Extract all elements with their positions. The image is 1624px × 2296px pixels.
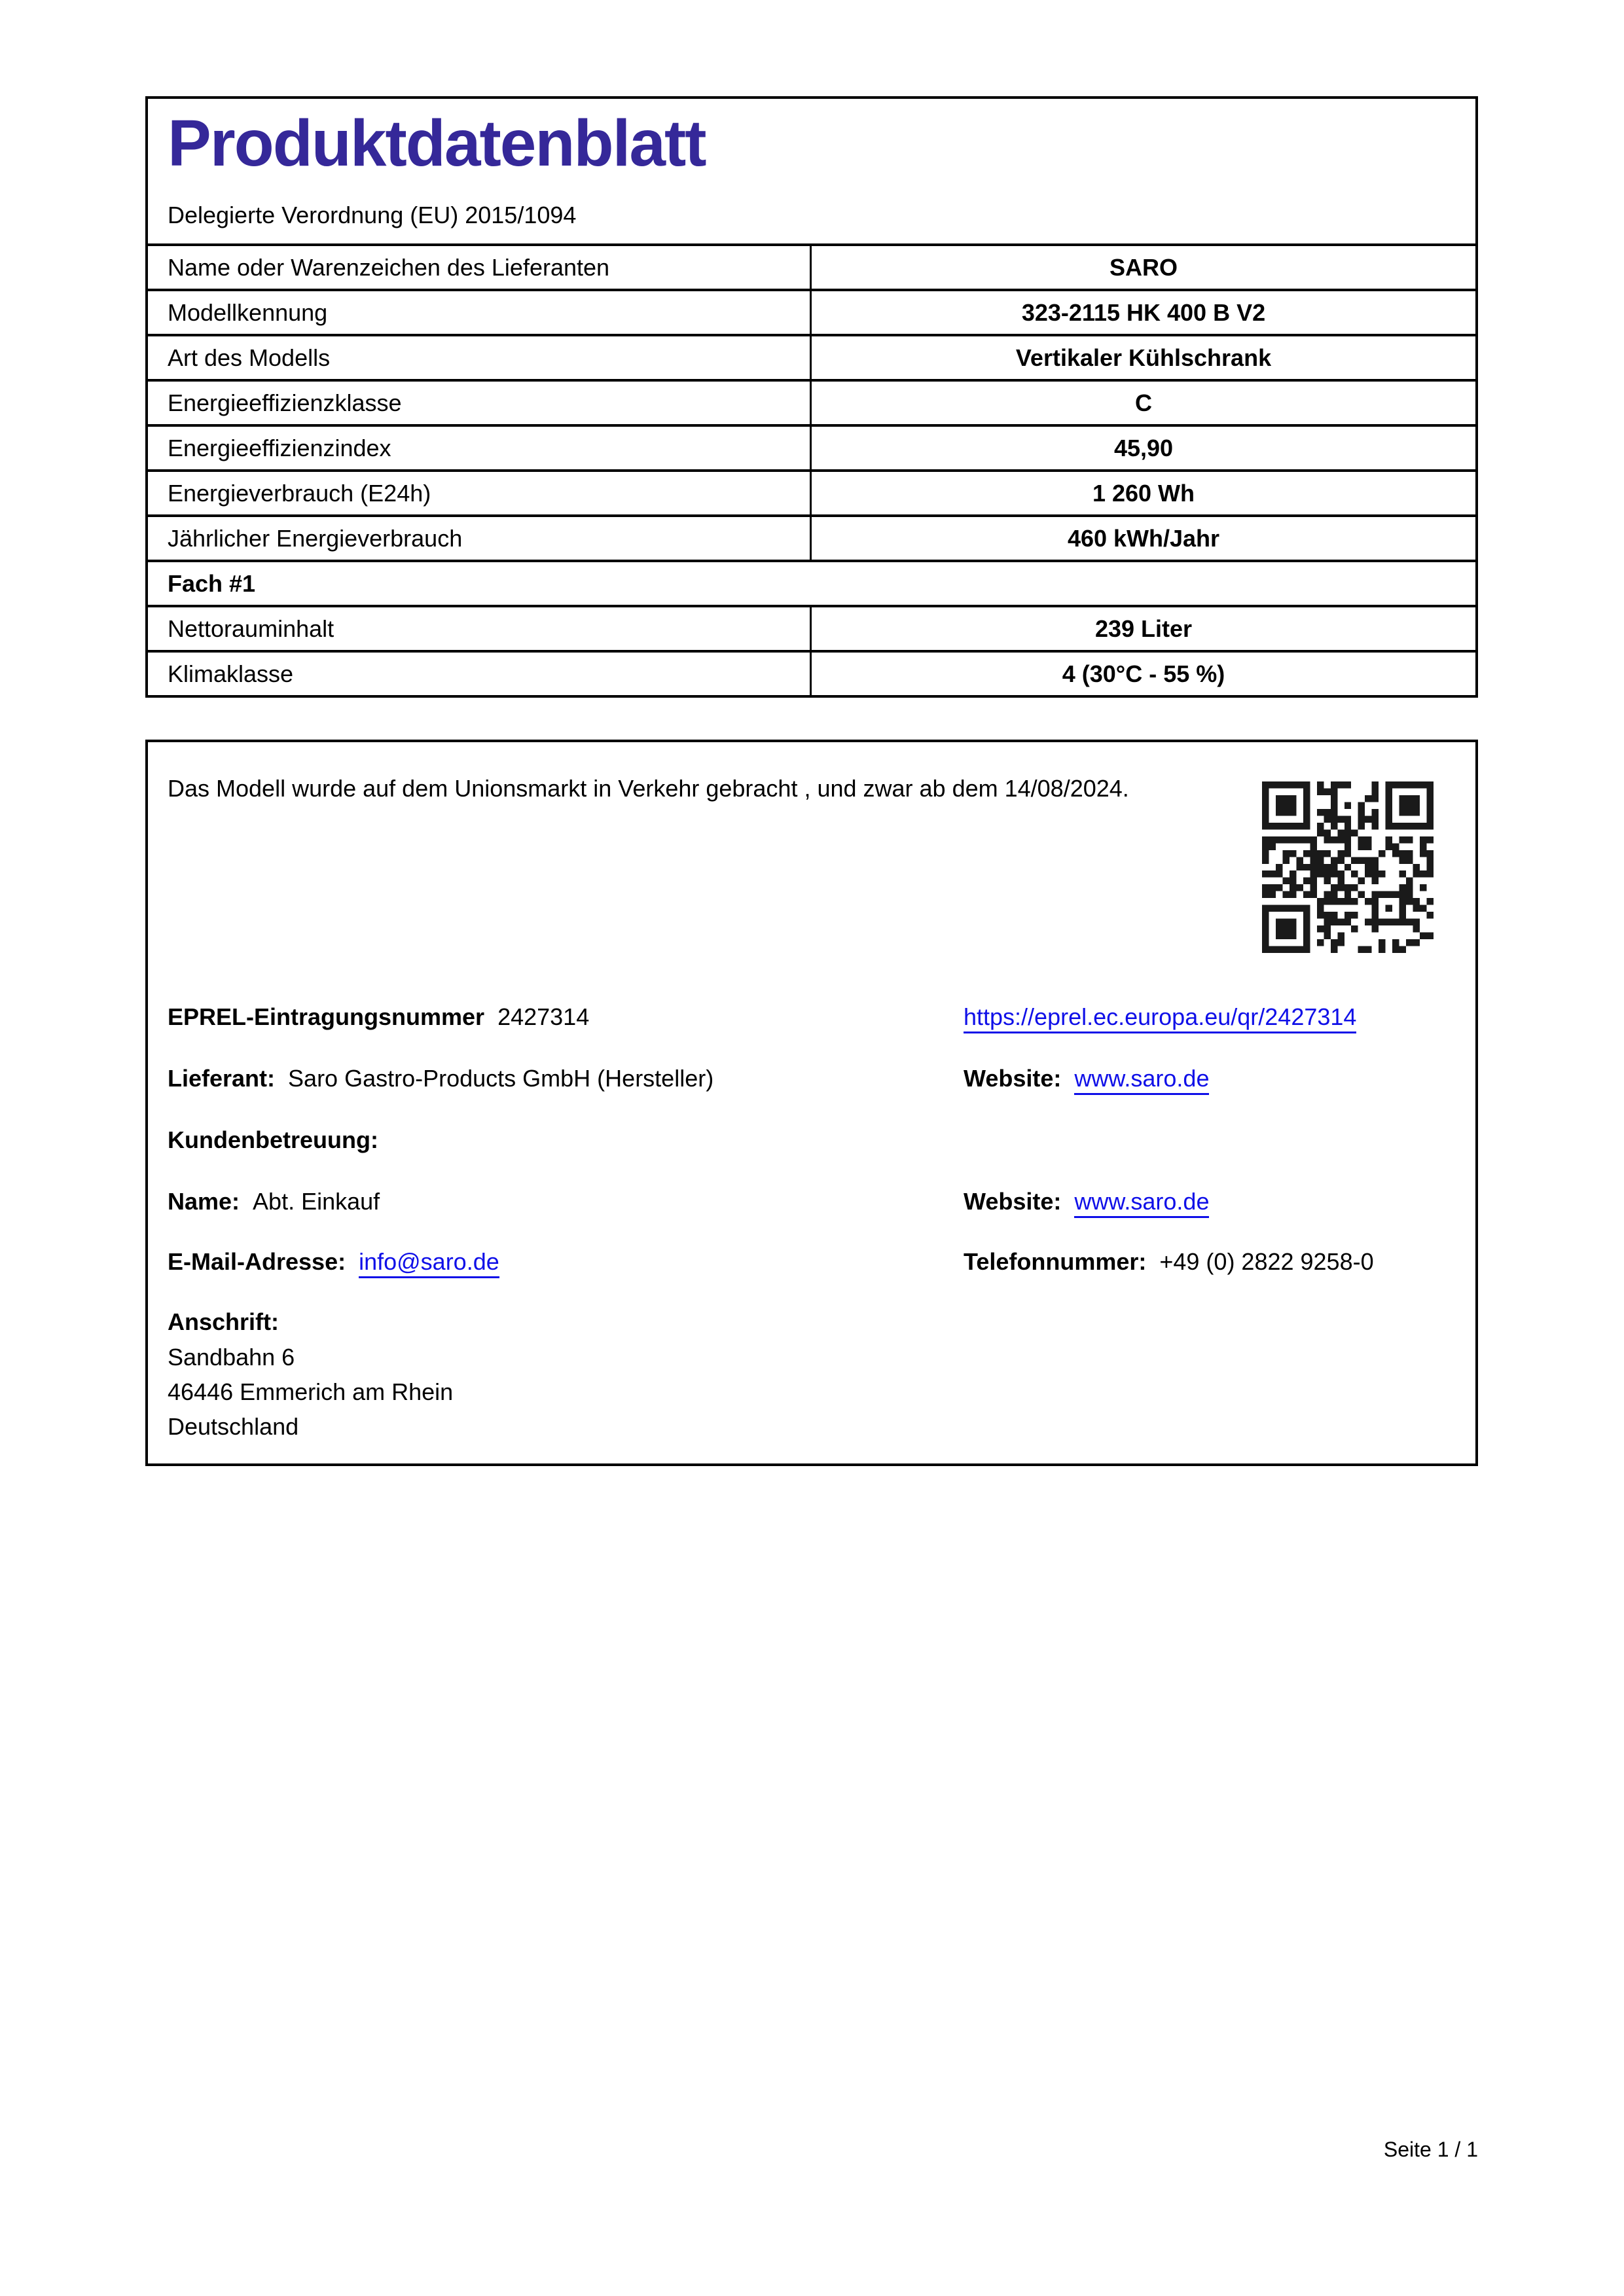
row-value: C (1135, 389, 1152, 416)
supplier-label: Lieferant: (168, 1065, 276, 1092)
row-label: Energieeffizienzindex (148, 427, 812, 469)
table-row (148, 289, 1475, 334)
website-row-1 (964, 1064, 1209, 1092)
table-row (148, 469, 1475, 514)
supplier-value: Saro Gastro-Products GmbH (Hersteller) (288, 1065, 714, 1092)
eprel-link[interactable]: https://eprel.ec.europa.eu/qr/2427314 (964, 1003, 1356, 1033)
row-label: Energieverbrauch (E24h) (148, 472, 812, 514)
address-line: Sandbahn 6 (168, 1344, 295, 1371)
address-label: Anschrift: (168, 1308, 279, 1335)
supplier-info-box (145, 740, 1478, 1466)
website-label: Website: (964, 1065, 1062, 1092)
row-value: 323-2115 HK 400 B V2 (1021, 298, 1266, 326)
address-line: 46446 Emmerich am Rhein (168, 1378, 454, 1405)
contact-name-value: Abt. Einkauf (253, 1188, 380, 1215)
contact-name-row (168, 1187, 380, 1215)
row-value: Vertikaler Kühlschrank (1015, 344, 1272, 371)
table-section-row (148, 560, 1475, 605)
table-row (148, 334, 1475, 379)
contact-name-label: Name: (168, 1188, 240, 1215)
email-row (168, 1247, 499, 1276)
eprel-link-row (964, 1003, 1356, 1031)
qr-code-icon (1262, 781, 1434, 953)
market-statement: Das Modell wurde auf dem Unionsmarkt in Verkehr gebracht , und zwar ab dem 14/08/2024. (168, 775, 1129, 802)
row-label: Name oder Warenzeichen des Lieferanten (148, 246, 812, 289)
phone-value: +49 (0) 2822 9258-0 (1159, 1248, 1374, 1275)
supplier-row (168, 1064, 713, 1092)
website-label: Website: (964, 1188, 1062, 1215)
address-row (168, 1308, 292, 1336)
page-number: Seite 1 / 1 (1383, 2138, 1478, 2161)
row-label: Nettorauminhalt (148, 607, 812, 650)
row-value: 45,90 (1113, 434, 1174, 461)
row-value: SARO (1109, 253, 1178, 281)
customer-service-row (168, 1126, 391, 1154)
row-label: Modellkennung (148, 291, 812, 334)
table-row (148, 650, 1475, 695)
address-line: Deutschland (168, 1413, 299, 1440)
customer-service-label: Kundenbetreuung: (168, 1126, 378, 1153)
table-row (148, 424, 1475, 469)
row-label: Art des Modells (148, 336, 812, 379)
website-link[interactable]: www.saro.de (1074, 1188, 1209, 1218)
table-row (148, 605, 1475, 650)
row-value: 1 260 Wh (1092, 479, 1195, 507)
eprel-number-row (168, 1003, 589, 1031)
row-label: Jährlicher Energieverbrauch (148, 517, 812, 560)
eprel-number-value: 2427314 (497, 1003, 590, 1030)
section-label: Fach #1 (168, 569, 256, 597)
row-value: 460 kWh/Jahr (1067, 524, 1220, 552)
row-value: 239 Liter (1094, 615, 1193, 642)
table-row (148, 514, 1475, 560)
table-row (148, 379, 1475, 424)
email-link[interactable]: info@saro.de (359, 1248, 499, 1278)
website-link[interactable]: www.saro.de (1074, 1065, 1209, 1095)
page-title: Produktdatenblatt (168, 107, 706, 180)
row-label: Energieeffizienzklasse (148, 382, 812, 424)
table-header (148, 99, 1475, 243)
website-row-2 (964, 1187, 1209, 1215)
row-label: Klimaklasse (148, 653, 812, 695)
table-row (148, 243, 1475, 289)
eprel-number-label: EPREL-Eintragungsnummer (168, 1003, 485, 1030)
row-value: 4 (30°C - 55 %) (1062, 660, 1225, 687)
regulation-subtitle: Delegierte Verordnung (EU) 2015/1094 (168, 202, 577, 228)
phone-label: Telefonnummer: (964, 1248, 1147, 1275)
product-datasheet-table (145, 96, 1478, 698)
email-label: E-Mail-Adresse: (168, 1248, 346, 1275)
phone-row (964, 1247, 1374, 1276)
